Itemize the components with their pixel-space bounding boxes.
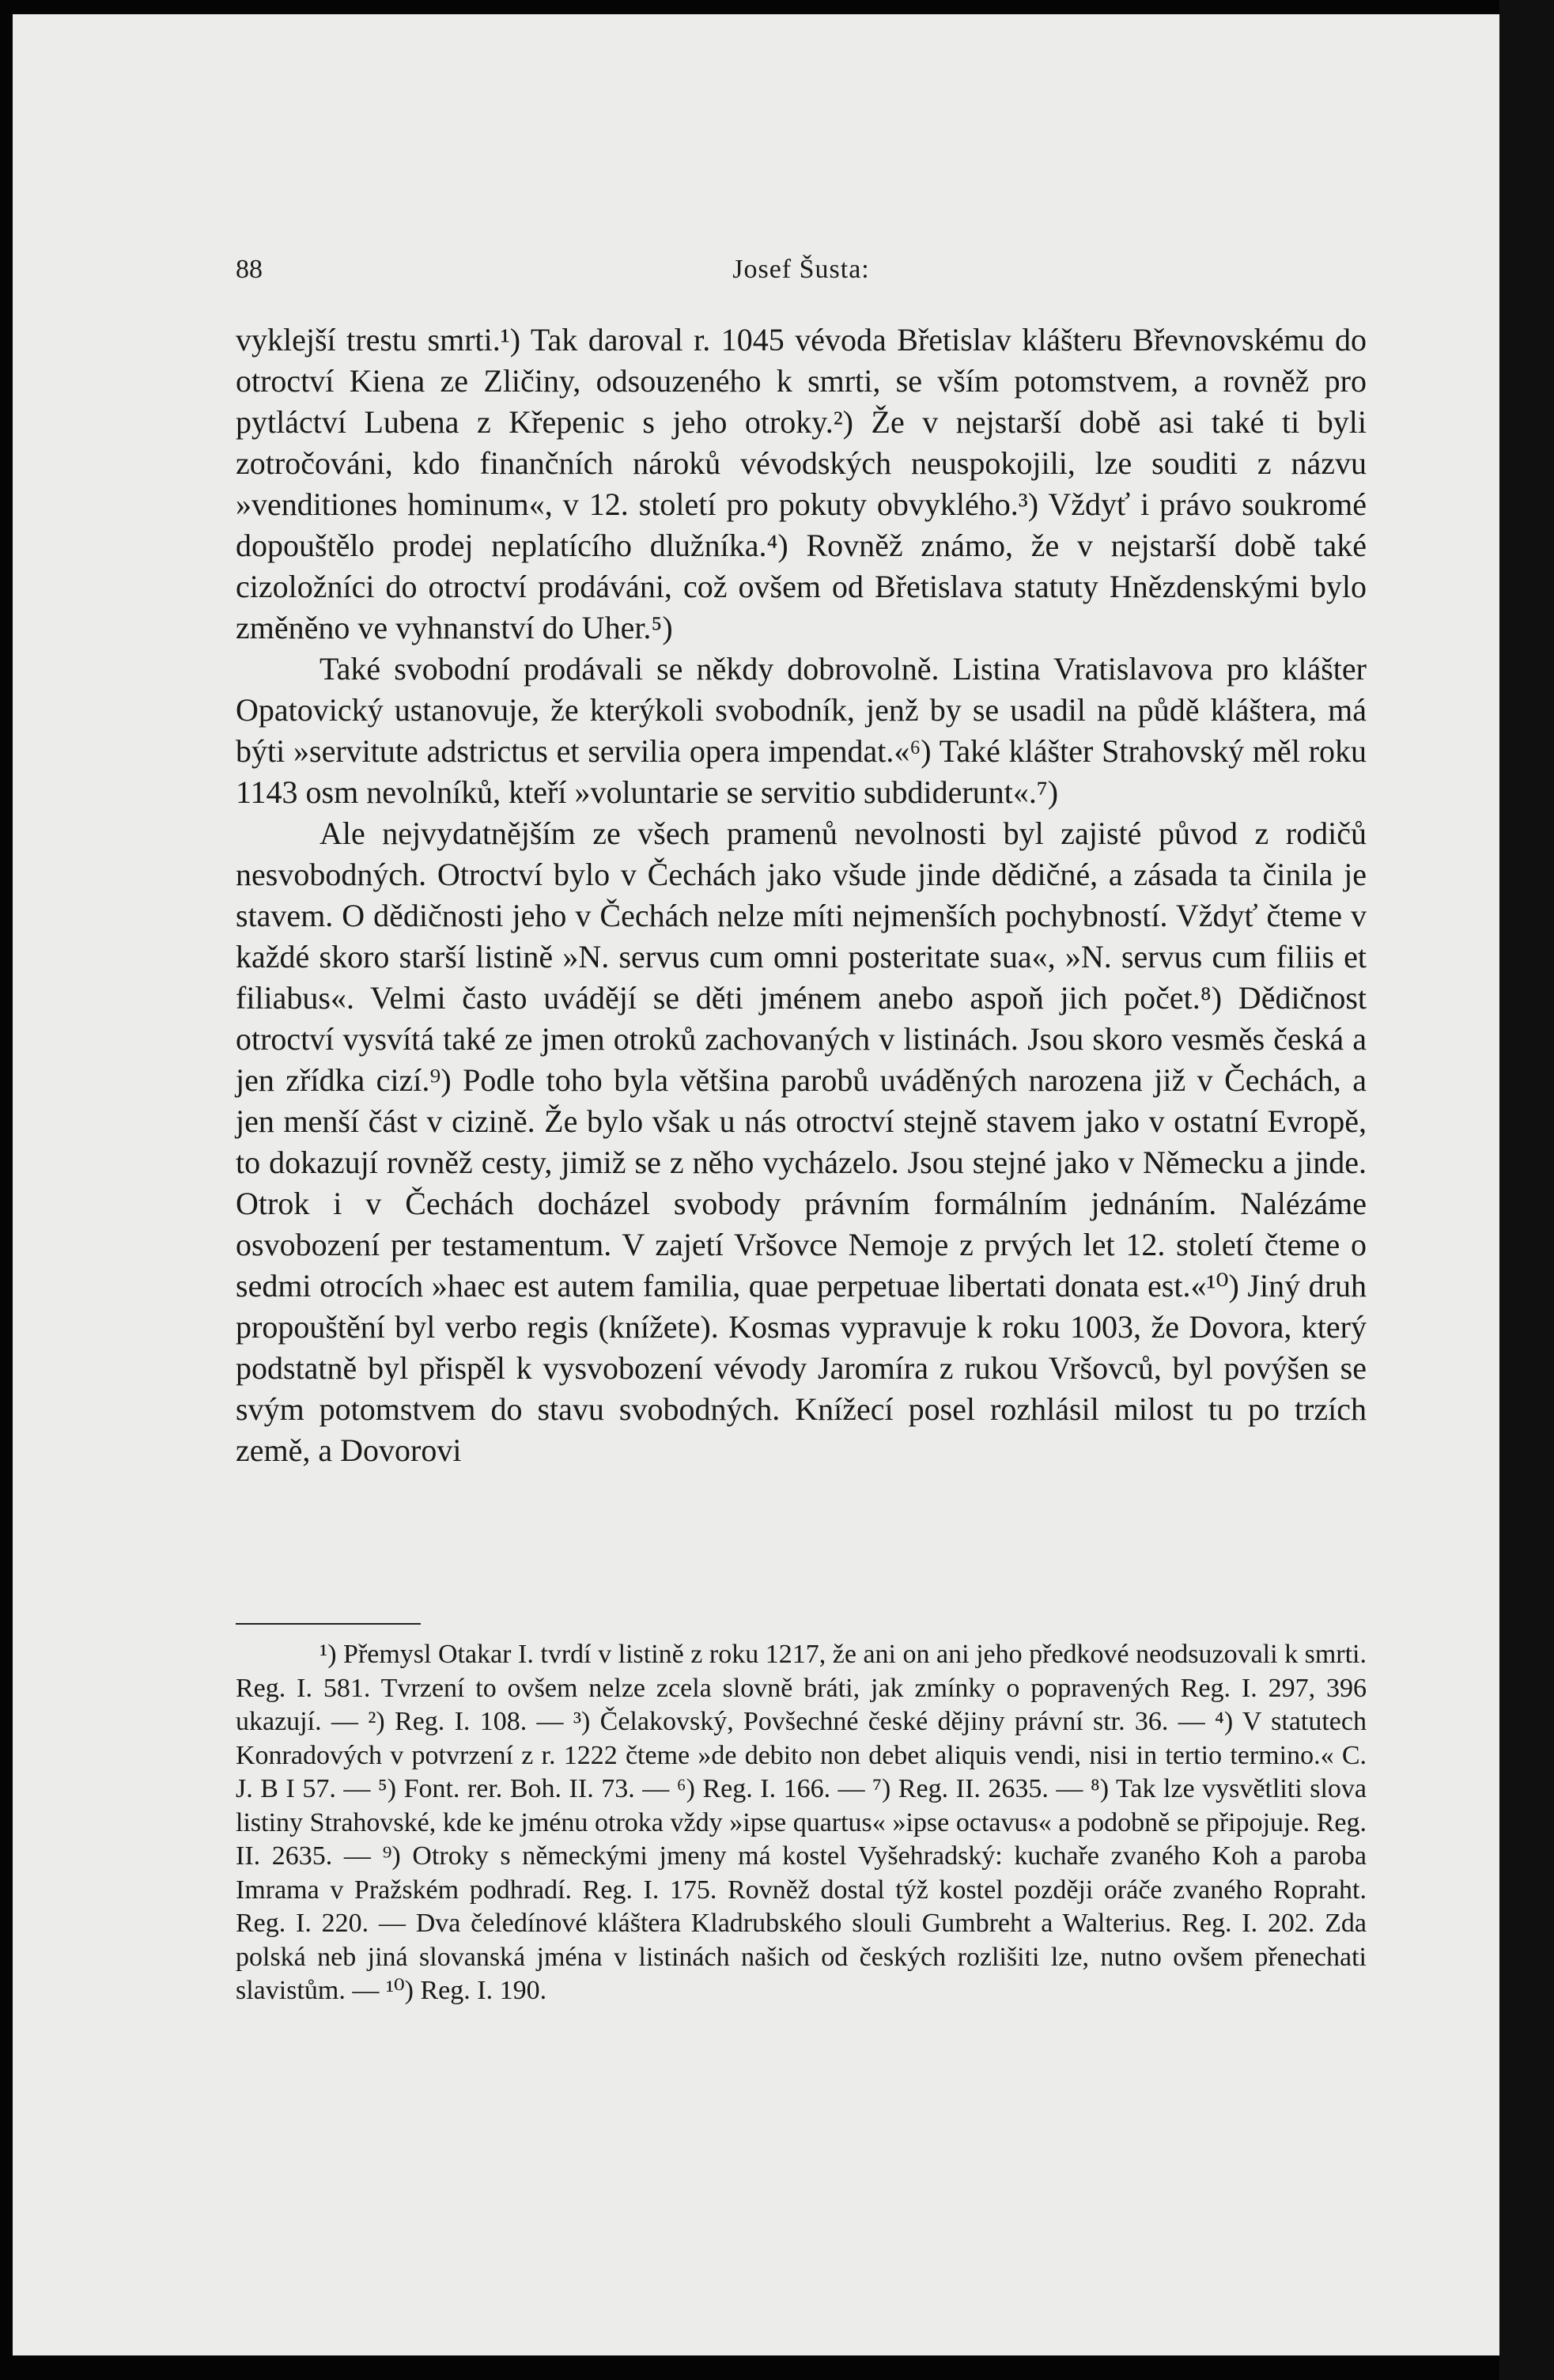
scan-edge [1499,0,1554,2380]
page-number: 88 [236,255,263,284]
paragraph-1: vyklejší trestu smrti.¹) Tak daroval r. 1045 vévoda Břetislav klášteru Břevnovskému do otroctví Kiena ze Zličiny, odsouzeného k smrti, se vším potomstvem, a rovněž pro pytláctví Lubena z Křepenic s jeho otroky.²) Že v nejstarší době asi také ti byli zotročováni, kdo finančních nároků vévodských neuspokojili, lze souditi z názvu »venditiones hominum«, v 12. století pro pokuty obvyklého.³) Vždyť i právo soukromé dopouštělo prodej neplatícího dlužníka.⁴) Rovněž známo, že v nejstarší době také cizoložníci do otroctví prodáváni, což ovšem od Břetislava statuty Hnězdenskými bylo změněno ve vyhnanství do Uher.⁵) [236,322,1367,645]
paragraph-3: Ale nejvydatnějším ze všech pramenů nevolnosti byl zajisté původ z rodičů nesvobodných. Otroctví bylo v Čechách jako všude jinde dědičné, a zásada ta činila je stavem. O dědičnosti jeho v Čechách nelze míti nejmenších pochybností. Vždyť čteme v každé skoro starší listině »N. servus cum omni posteritate sua«, »N. servus cum filiis et filiabus«. Velmi často uvádějí se děti jménem anebo aspoň jich počet.⁸) Dědičnost otroctví vysvítá také ze jmen otroků zachovaných v listinách. Jsou skoro vesměs česká a jen zřídka cizí.⁹) Podle toho byla většina parobů uváděných narozena již v Čechách, a jen menší část v cizině. Že bylo však u nás otroctví stejně stavem jako v ostatní Evropě, to dokazují rovněž cesty, jimiž se z něho vycházelo. Jsou stejné jako v Německu a jinde. Otrok i v Čechách docházel svobody právním formálním jednáním. Nalézáme osvobození per testamentum. V zajetí Vršovce Nemoje z prvých let 12. století čteme o sedmi otrocích »haec est autem familia, quae perpetuae libertati donata est.«¹⁰) Jiný druh propouštění byl verbo regis (knížete). Kosmas vypravuje k roku 1003, že Dovora, který podstatně byl přispěl k vysvobození vévody Jaromíra z rukou Vršovců, byl povýšen se svým potomstvem do stavu svobodných. Knížecí posel rozhlásil milost tu po trzích země, a Dovorovi [236,815,1367,1468]
running-title: Josef Šusta: [732,255,870,284]
book-page [13,14,1499,2355]
footnotes-text: ¹) Přemysl Otakar I. tvrdí v listině z roku 1217, že ani on ani jeho předkové neodsuzovali k smrti. Reg. I. 581. Tvrzení to ovšem nelze zcela slovně bráti, jak zmínky o popravených Reg. I. 297, 396 ukazují. — ²) Reg. I. 108. — ³) Čelakovský, Povšechné české dějiny právní str. 36. — ⁴) V statutech Konradových v potvrzení z r. 1222 čteme »de debito non debet aliquis vendi, nisi in tertio termino.« C. J. B I 57. — ⁵) Font. rer. Boh. II. 73. — ⁶) Reg. I. 166. — ⁷) Reg. II. 2635. — ⁸) Tak lze vysvětliti slova listiny Strahovské, kde ke jménu otroka vždy »ipse quartus« »ipse octavus« a podobně se připojuje. Reg. II. 2635. — ⁹) Otroky s německými jmeny má kostel Vyšehradský: kuchaře zvaného Koh a paroba Imrama v Pražském podhradí. Reg. I. 175. Rovněž dostal týž kostel později oráče zvaného Ropraht. Reg. I. 220. — Dva čeledínové kláštera Kladrubského slouli Gumbreht a Walterius. Reg. I. 202. Zda polská neb jiná slovanská jména v listinách našich od českých rozlišiti lze, nutno ovšem přenechati slavistům. — ¹⁰) Reg. I. 190. [236,1640,1367,2005]
body-text [236,320,1367,1471]
paragraph-2: Také svobodní prodávali se někdy dobrovolně. Listina Vratislavova pro klášter Opatovický ustanovuje, že kterýkoli svobodník, jenž by se usadil na půdě kláštera, má býti »servitute adstrictus et servilia opera impendat.«⁶) Také klášter Strahovský měl roku 1143 osm nevolníků, kteří »voluntarie se servitio subdiderunt«.⁷) [236,651,1367,810]
footnotes [236,1638,1367,2008]
footnote-rule [236,1623,421,1625]
